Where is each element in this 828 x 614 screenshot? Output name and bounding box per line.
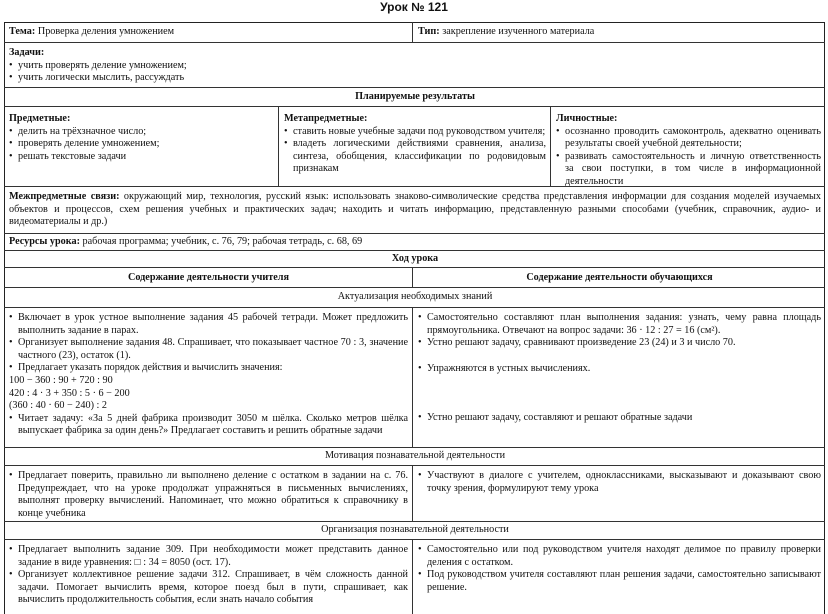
- teacher-activity-item: • Организует выполнение задания 48. Спрашивает, что показывает частное 70 : 3, значение частного (23), остаток (1).: [9, 337, 408, 362]
- resources-text: рабочая программа; учебник, с. 76, 79; рабочая тетрадь, с. 68, 69: [82, 236, 363, 247]
- stage-title: Мотивация познавательной деятельности: [324, 450, 506, 461]
- teacher-activity-item: • Предлагает поверить, правильно ли выполнено деление с остатком в задании на с. 76. Предупреждает, что на уроке продолжат упражняться в письменных вычислениях, выполнят проверку вычислений. Напоминает, что можно обратиться к справочнику в конце учебника: [9, 470, 408, 520]
- stage-title-row: [4, 288, 825, 308]
- personal-result-item: • осознанно проводить самоконтроль, адекватно оценивать результаты своей учебной деятельности;: [556, 126, 821, 151]
- course-title: Ход урока: [391, 253, 439, 264]
- meta-results-cell: [279, 107, 551, 186]
- student-activity-item: • Под руководством учителя составляют план решения задачи, самостоятельно записывают решение.: [418, 569, 821, 594]
- type-value: закрепление изученного материала: [442, 26, 595, 37]
- teacher-activity-cell: [4, 540, 413, 614]
- teacher-activity-item: • Предлагает выполнить задание 309. При необходимости может представить данное задание в виде уравнения: □ : 34 = 8050 (ост. 17).: [9, 544, 408, 569]
- stage-title: Организация познавательной деятельности: [321, 524, 509, 535]
- stage-title: Актуализация необходимых знаний: [337, 291, 493, 302]
- student-activity-item: • Упражняются в устных вычислениях.: [418, 363, 821, 376]
- stage-content-row: [4, 466, 825, 522]
- tasks-label: Задачи:: [9, 47, 45, 58]
- expression-line: 100 − 360 : 90 + 720 : 90: [9, 374, 113, 386]
- resources-label: Ресурсы урока:: [9, 236, 80, 247]
- topic-cell: [4, 22, 413, 42]
- student-activity-item: • Участвуют в диалоге с учителем, одноклассниками, высказывают и доказывают свою точку зрения, формулируют тему урока: [418, 470, 821, 495]
- tasks-cell: [4, 43, 825, 87]
- resources-cell: [4, 234, 825, 250]
- lesson-title: Урок № 121: [380, 0, 448, 14]
- type-cell: [413, 22, 825, 42]
- type-label: Тип:: [418, 26, 440, 37]
- course-title-row: [4, 251, 825, 268]
- planned-results-heading-row: [4, 88, 825, 107]
- subject-results-cell: [4, 107, 279, 186]
- interdisciplinary-label: Межпредметные связи:: [9, 191, 120, 202]
- stage-content-row: [4, 308, 825, 448]
- subject-result-item: • проверять деление умножением;: [9, 138, 274, 151]
- subject-results-label: Предметные:: [9, 113, 71, 124]
- interdisciplinary-row: [4, 187, 825, 234]
- teacher-activity-item: • Организует коллективное решение задачи 312. Спрашивает, в чём сложность данной задачи. Помогает вычислить время, которое поезд был в пути, спрашивает, как вычислить продолжительность события, если знать начало события: [9, 569, 408, 607]
- teacher-activity-cell: [4, 466, 413, 521]
- teacher-activity-cell: [4, 308, 413, 447]
- meta-result-item: • ставить новые учебные задачи под руководством учителя;: [284, 126, 546, 139]
- topic-label: Тема:: [9, 26, 36, 37]
- personal-results-label: Личностные:: [556, 113, 618, 124]
- student-activity-item: • Самостоятельно или под руководством учителя находят делимое по правилу проверки деления с остатком.: [418, 544, 821, 569]
- student-activity-item: • Устно решают задачу, составляют и решают обратные задачи: [418, 412, 821, 425]
- meta-results-label: Метапредметные:: [284, 113, 368, 124]
- topic-row: [4, 22, 825, 43]
- teacher-activity-item: • Включает в урок устное выполнение задания 45 рабочей тетради. Может предложить выполнить задание в парах.: [9, 312, 408, 337]
- stage-title-row: [4, 448, 825, 466]
- stage-title-row: [4, 522, 825, 540]
- topic-value: Проверка деления умножением: [37, 26, 175, 37]
- subject-result-item: • делить на трёхзначное число;: [9, 126, 274, 139]
- interdisciplinary-cell: [4, 187, 825, 233]
- meta-result-item: • владеть логическими действиями сравнения, анализа, синтеза, обобщения, классификации по родовидовым признакам: [284, 138, 546, 176]
- personal-result-item: • развивать самостоятельность и личную ответственность за свои поступки, в том числе в информационной деятельности: [556, 151, 821, 186]
- interdisciplinary-text: окружающий мир, технология, русский язык: использовать знаково-символические средства представления информации для создания моделей изучаемых объектов и процессов, схем решения учебных и практических задач; находить и читать информацию, представленную разными способами (учебник, справочник, аудио- и видеоматериалы и др.): [9, 191, 821, 228]
- teacher-column-header: Содержание деятельности учителя: [4, 268, 413, 287]
- expression-line: 420 : 4 · 3 + 350 : 5 · 6 − 200: [9, 387, 130, 399]
- resources-row: [4, 234, 825, 251]
- student-activity-cell: [413, 466, 825, 521]
- task-item: • учить логически мыслить, рассуждать: [9, 72, 821, 85]
- teacher-activity-text: Предлагает указать порядок действия и вычислить значения:: [18, 362, 283, 374]
- course-headers-row: [4, 268, 825, 288]
- planned-results-row: [4, 107, 825, 187]
- planned-results-title: Планируемые результаты: [355, 91, 475, 102]
- teacher-activity-item: • Читает задачу: «За 5 дней фабрика производит 3050 м шёлка. Сколько метров шёлка выпускает фабрика за один день?» Предлагает составить и решить обратные задачи: [9, 413, 408, 438]
- task-item: • учить проверять деление умножением;: [9, 60, 821, 73]
- tasks-row: [4, 43, 825, 88]
- subject-result-item: • решать текстовые задачи: [9, 151, 274, 164]
- student-activity-item: • Самостоятельно составляют план выполнения задания: узнать, чему равна площадь прямоугольника. Отвечают на вопрос задачи: 36 · 12 : 27 = 16 (см²).: [418, 312, 821, 337]
- personal-results-cell: [551, 107, 825, 186]
- expression-line: (360 : 40 · 60 − 240) : 2: [9, 400, 107, 412]
- student-activity-cell: [413, 540, 825, 614]
- teacher-activity-item: [9, 362, 408, 412]
- student-activity-cell: [413, 308, 825, 447]
- student-activity-item: • Устно решают задачу, сравнивают произведение 23 (24) и 3 и число 70.: [418, 337, 821, 350]
- student-column-header: Содержание деятельности обучающихся: [526, 272, 713, 283]
- stage-content-row: [4, 540, 825, 614]
